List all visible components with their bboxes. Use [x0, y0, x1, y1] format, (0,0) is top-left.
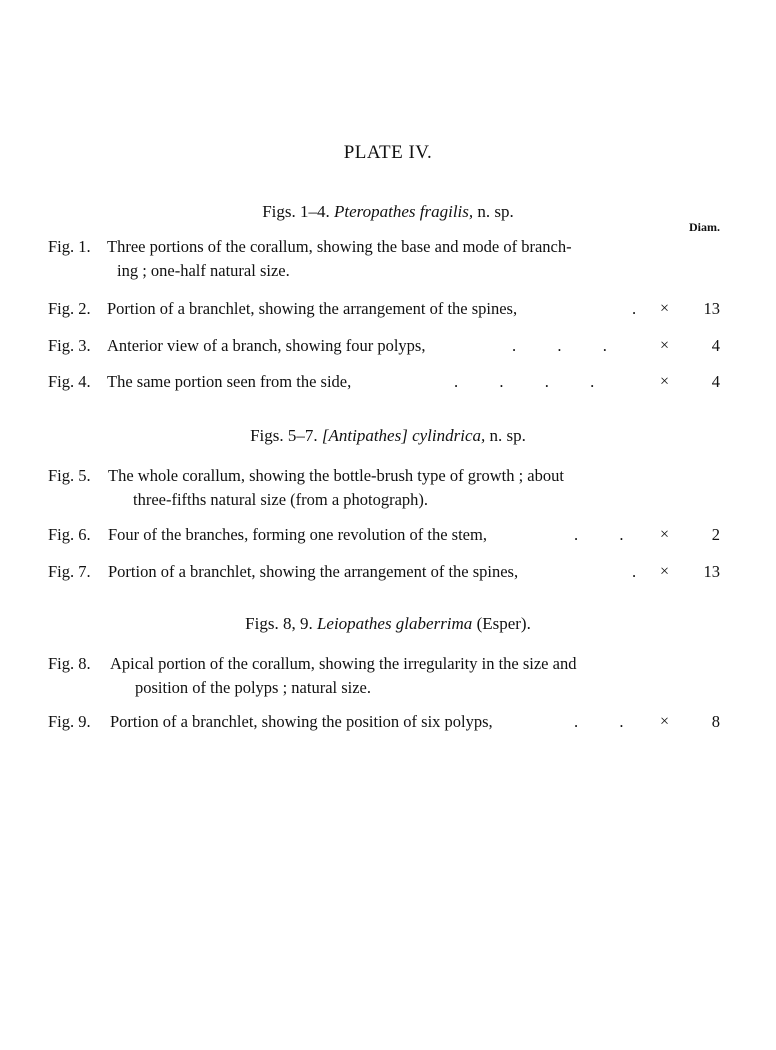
- section-heading-suffix: (Esper).: [476, 614, 531, 633]
- section-heading-species: Leiopathes glaberrima: [316, 614, 473, 633]
- leader-dots: . .: [574, 525, 624, 544]
- figure-description: Apical portion of the corallum, showing the irregularity in the size and: [110, 654, 577, 673]
- figure-description: Three portions of the corallum, showing the base and mode of branch-: [107, 237, 572, 256]
- figure-description-continuation: position of the polyps ; natural size.: [135, 678, 372, 697]
- figure-label: Fig. 3.: [48, 336, 91, 355]
- figure-description: Four of the branches, forming one revolution of the stem,: [108, 525, 487, 544]
- plate-title: PLATE IV.: [343, 142, 433, 163]
- figure-description: The whole corallum, showing the bottle-brush type of growth ; about: [108, 466, 564, 485]
- figure-description: The same portion seen from the side,: [107, 372, 352, 391]
- times-sign: ×: [660, 300, 670, 317]
- figure-label: Fig. 1.: [48, 237, 91, 256]
- section-heading-species: [Antipathes] cylindrica,: [321, 426, 486, 445]
- figure-description-continuation: three-fifths natural size (from a photograph).: [133, 490, 429, 509]
- magnification-value: 4: [711, 336, 720, 355]
- diam-column-label: Diam.: [689, 220, 720, 234]
- section-heading-prefix: Figs. 8, 9.: [245, 614, 313, 633]
- times-sign: ×: [660, 563, 670, 580]
- times-sign: ×: [660, 526, 670, 543]
- section-heading-2: [0, 426, 776, 446]
- section-heading-species: Pteropathes fragilis,: [334, 202, 474, 221]
- leader-dots: . .: [574, 712, 624, 731]
- magnification-value: 13: [703, 562, 720, 581]
- section-heading-3: [0, 614, 776, 634]
- magnification-value: 2: [711, 525, 720, 544]
- leader-dots: .: [632, 299, 637, 318]
- figure-label: Fig. 4.: [48, 372, 91, 391]
- figure-label: Fig. 9.: [48, 712, 91, 731]
- times-sign: ×: [660, 337, 670, 354]
- figure-description: Portion of a branchlet, showing the arrangement of the spines,: [108, 562, 519, 581]
- magnification-value: 4: [711, 372, 720, 391]
- figure-description: Anterior view of a branch, showing four polyps,: [107, 336, 426, 355]
- times-sign: ×: [660, 713, 670, 730]
- figure-label: Fig. 2.: [48, 299, 91, 318]
- section-heading-prefix: Figs. 1–4.: [262, 202, 330, 221]
- magnification-value: 13: [703, 299, 720, 318]
- figure-label: Fig. 6.: [48, 525, 91, 544]
- section-heading-suffix: n. sp.: [489, 426, 526, 445]
- leader-dots: . . . .: [454, 372, 595, 391]
- magnification-value: 8: [711, 712, 720, 731]
- section-heading-prefix: Figs. 5–7.: [250, 426, 318, 445]
- figure-label: Fig. 5.: [48, 466, 91, 485]
- section-heading-1: [0, 202, 776, 222]
- figure-label: Fig. 8.: [48, 654, 91, 673]
- figure-description: Portion of a branchlet, showing the arrangement of the spines,: [107, 299, 518, 318]
- figure-description: Portion of a branchlet, showing the position of six polyps,: [110, 712, 493, 731]
- figure-description-continuation: ing ; one-half natural size.: [117, 261, 290, 280]
- section-heading-suffix: n. sp.: [477, 202, 514, 221]
- leader-dots: .: [632, 562, 637, 581]
- leader-dots: . . .: [512, 336, 607, 355]
- figure-label: Fig. 7.: [48, 562, 91, 581]
- times-sign: ×: [660, 373, 670, 390]
